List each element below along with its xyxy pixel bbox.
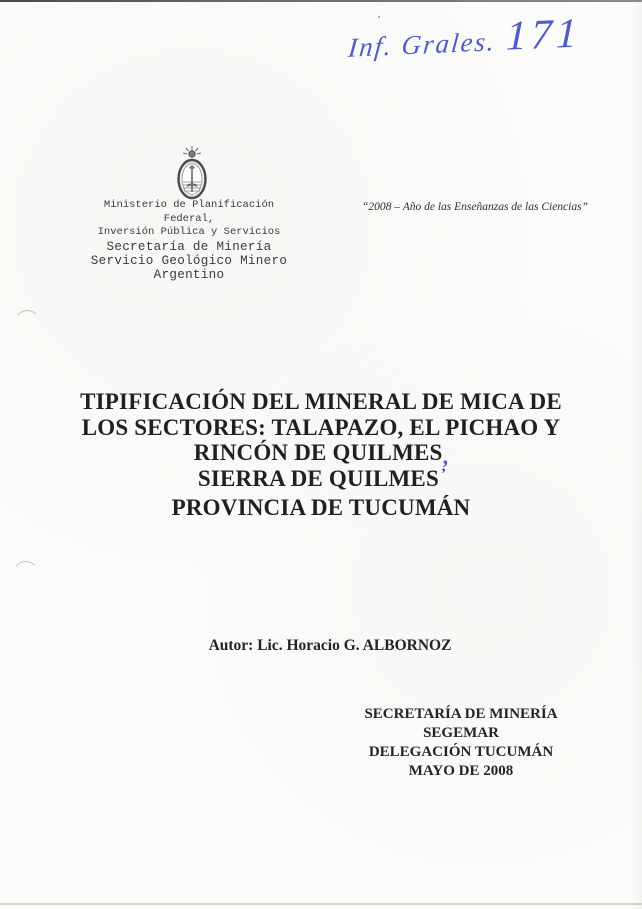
ministry-line: Servicio Geológico Minero xyxy=(90,253,288,268)
scan-bottom-edge-artifact xyxy=(0,903,642,905)
scan-speck xyxy=(378,16,380,18)
pencil-arc-artifact xyxy=(11,560,41,578)
imprint-line: DELEGACIÓN TUCUMÁN xyxy=(368,744,554,760)
pencil-arc-artifact xyxy=(12,309,41,327)
imprint-line: SECRETARÍA DE MINERÍA xyxy=(364,706,558,722)
pen-tick-mark: ’ xyxy=(440,465,447,482)
handwritten-comma-mark: , xyxy=(443,444,450,469)
ministry-line: Federal, xyxy=(163,212,215,225)
ministry-line: Secretaría de Minería xyxy=(106,239,272,254)
handwritten-note-prefix: Inf. Grales. xyxy=(346,25,498,63)
ministry-line: Inversión Pública y Servicios xyxy=(97,226,281,238)
title-line: RINCÓN DE QUILMES, xyxy=(193,440,450,469)
imprint-block xyxy=(320,705,602,781)
ministry-line: Argentino xyxy=(153,267,225,282)
ministry-line: Ministerio de Planificación xyxy=(103,199,275,211)
title-line: TIPIFICACIÓN DEL MINERAL DE MICA DE xyxy=(80,389,562,414)
imprint-line: MAYO DE 2008 xyxy=(408,763,514,779)
year-motto: “2008 – Año de las Enseñanzas de las Ciencias” xyxy=(362,201,588,213)
imprint-line: SEGEMAR xyxy=(423,725,499,741)
argentina-coat-of-arms-icon xyxy=(170,146,214,204)
handwritten-note xyxy=(346,10,608,63)
author-line: Autor: Lic. Horacio G. ALBORNOZ xyxy=(208,637,452,654)
title-line: LOS SECTORES: TALAPAZO, EL PICHAO Y xyxy=(81,414,561,440)
title-line: SIERRA DE QUILMES ’ xyxy=(197,465,447,491)
document-title xyxy=(30,389,612,521)
title-line: PROVINCIA DE TUCUMÁN xyxy=(171,495,471,520)
ministry-address-block xyxy=(58,199,320,282)
handwritten-note-number: 171 xyxy=(505,10,582,60)
scan-top-edge-artifact xyxy=(0,0,642,2)
